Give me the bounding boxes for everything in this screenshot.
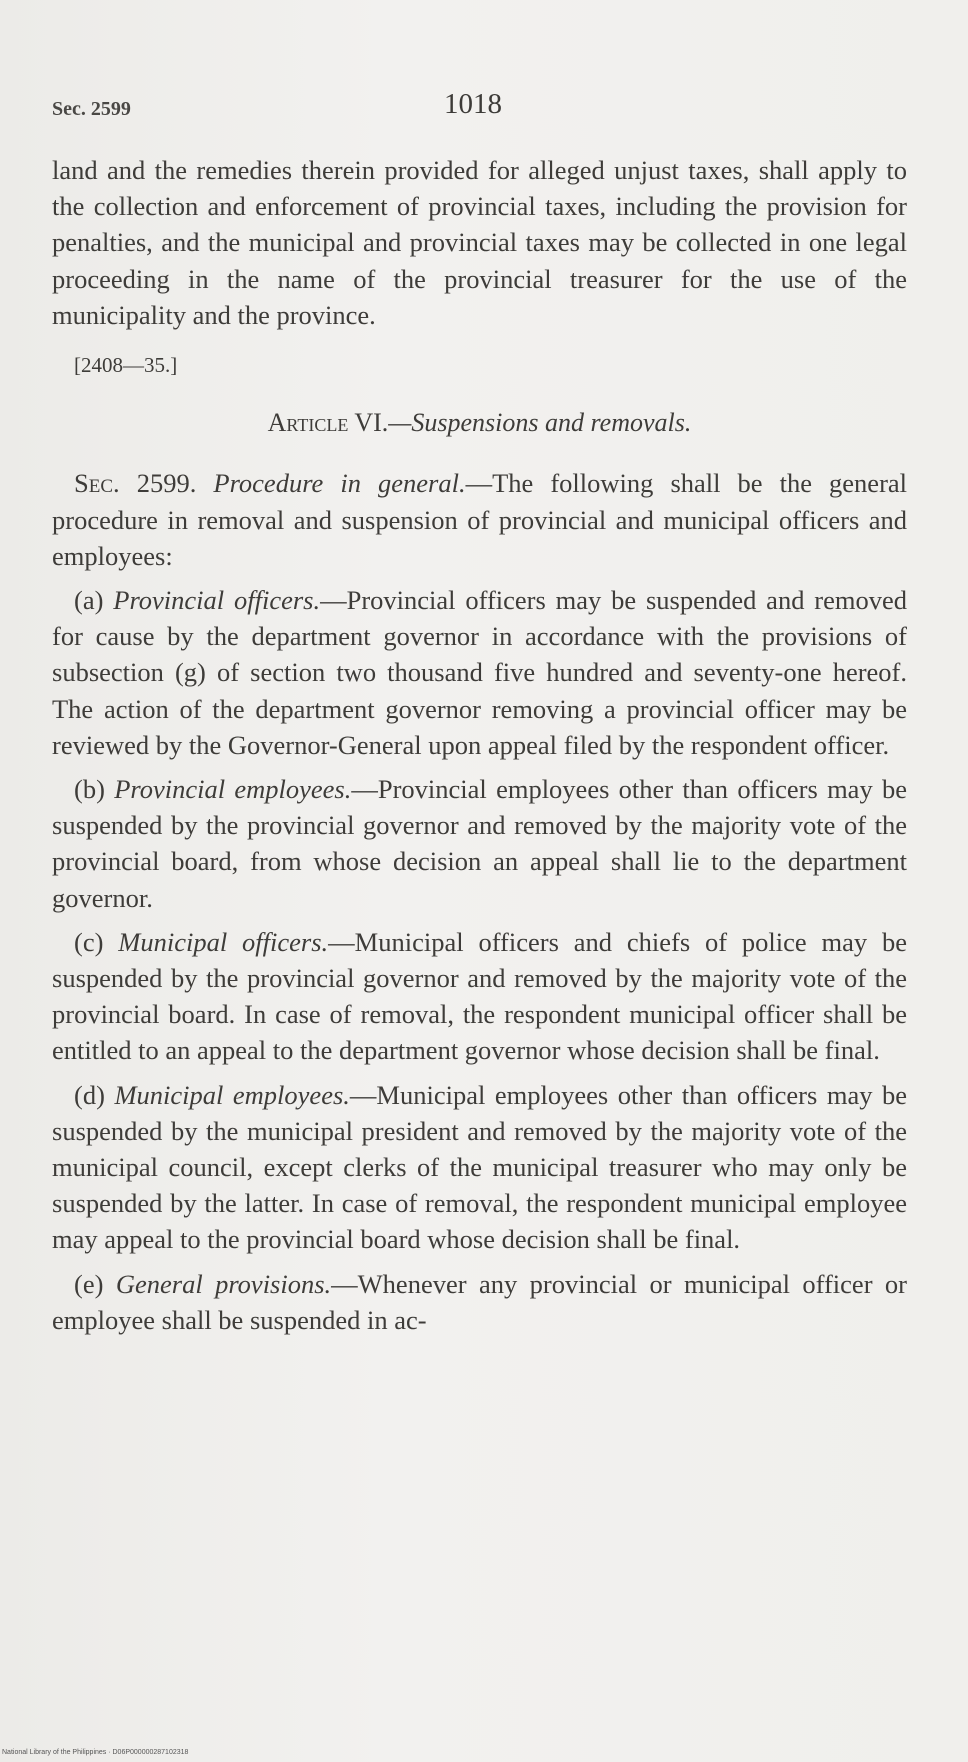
section-heading: Procedure in general. [213,468,466,499]
subsection-text: —Municipal employees other than officers may be suspended by the municipal president and removed by the majority vote of the municipal council, except clerks of the municipal treasurer who may only be suspended by the latter. In case of removal, the respondent municipal employee may appeal to the provincial board whose decision shall be final. [52,1079,908,1255]
subsection-b [52,771,907,916]
scan-footer: National Library of the Philippines · D06P000000287102318 [2,1749,189,1756]
subsection-letter: (e) [74,1268,104,1299]
subsection-c [52,924,907,1069]
subsection-letter: (b) [74,774,105,805]
page-header [52,88,907,128]
subsection-letter: (a) [74,585,104,616]
subsection-letter: (d) [74,1079,105,1110]
subsection-e [52,1266,907,1338]
subsection-text: —Whenever any provincial or municipal officer or employee shall be suspended in ac- [52,1268,908,1335]
subsection-heading: Provincial officers. [113,585,321,616]
citation: [2408—35.] [74,353,178,378]
subsection-text: —Municipal officers and chiefs of police may be suspended by the provincial governor and removed by the majority vote of the provincial board. In case of removal, the respondent municipal officer shall be entitled to an appeal to the department governor whose decision shall be final. [52,926,907,1066]
subsection-text: —Provincial employees other than officers may be suspended by the provincial governor and removed by the majority vote of the provincial board, from whose decision an appeal shall lie to the department governor. [52,774,907,913]
page-body [52,152,907,1338]
article-title: —Suspensions and removals. [388,408,692,438]
section-text: —The following shall be the general procedure in removal and suspension of provincial and municipal officers and employees: [52,468,908,571]
subsection-heading: Municipal employees. [114,1079,350,1110]
section-2599-intro [52,465,907,574]
section-number: 2599. [136,468,197,499]
subsection-a [52,582,907,763]
subsection-letter: (c) [74,926,104,957]
article-heading [52,405,907,441]
section-reference: Sec. 2599 [52,98,131,120]
subsection-heading: Municipal officers. [118,926,329,957]
subsection-heading: Provincial employees. [114,774,352,805]
article-label: Article VI. [267,408,389,438]
subsection-d [52,1077,907,1258]
opening-paragraph: land and the remedies therein provided for alleged unjust taxes, shall apply to the collection and enforcement of provincial taxes, including the provision for penalties, and the municipal and provincial taxes may be collected in one legal proceeding in the name of the provincial treasurer for the use of the municipality and the province. [52,155,907,330]
section-label: Sec. [74,468,120,499]
subsection-text: —Provincial officers may be suspended and removed for cause by the department governor in accordance with the provisions of subsection (g) of section two thousand five hundred and seventy-one hereof. The action of the department governor removing a provincial officer may be reviewed by the Governor-General upon appeal filed by the respondent officer. [52,585,907,760]
page-number: 1018 [444,88,502,120]
subsection-heading: General provisions. [115,1268,332,1299]
